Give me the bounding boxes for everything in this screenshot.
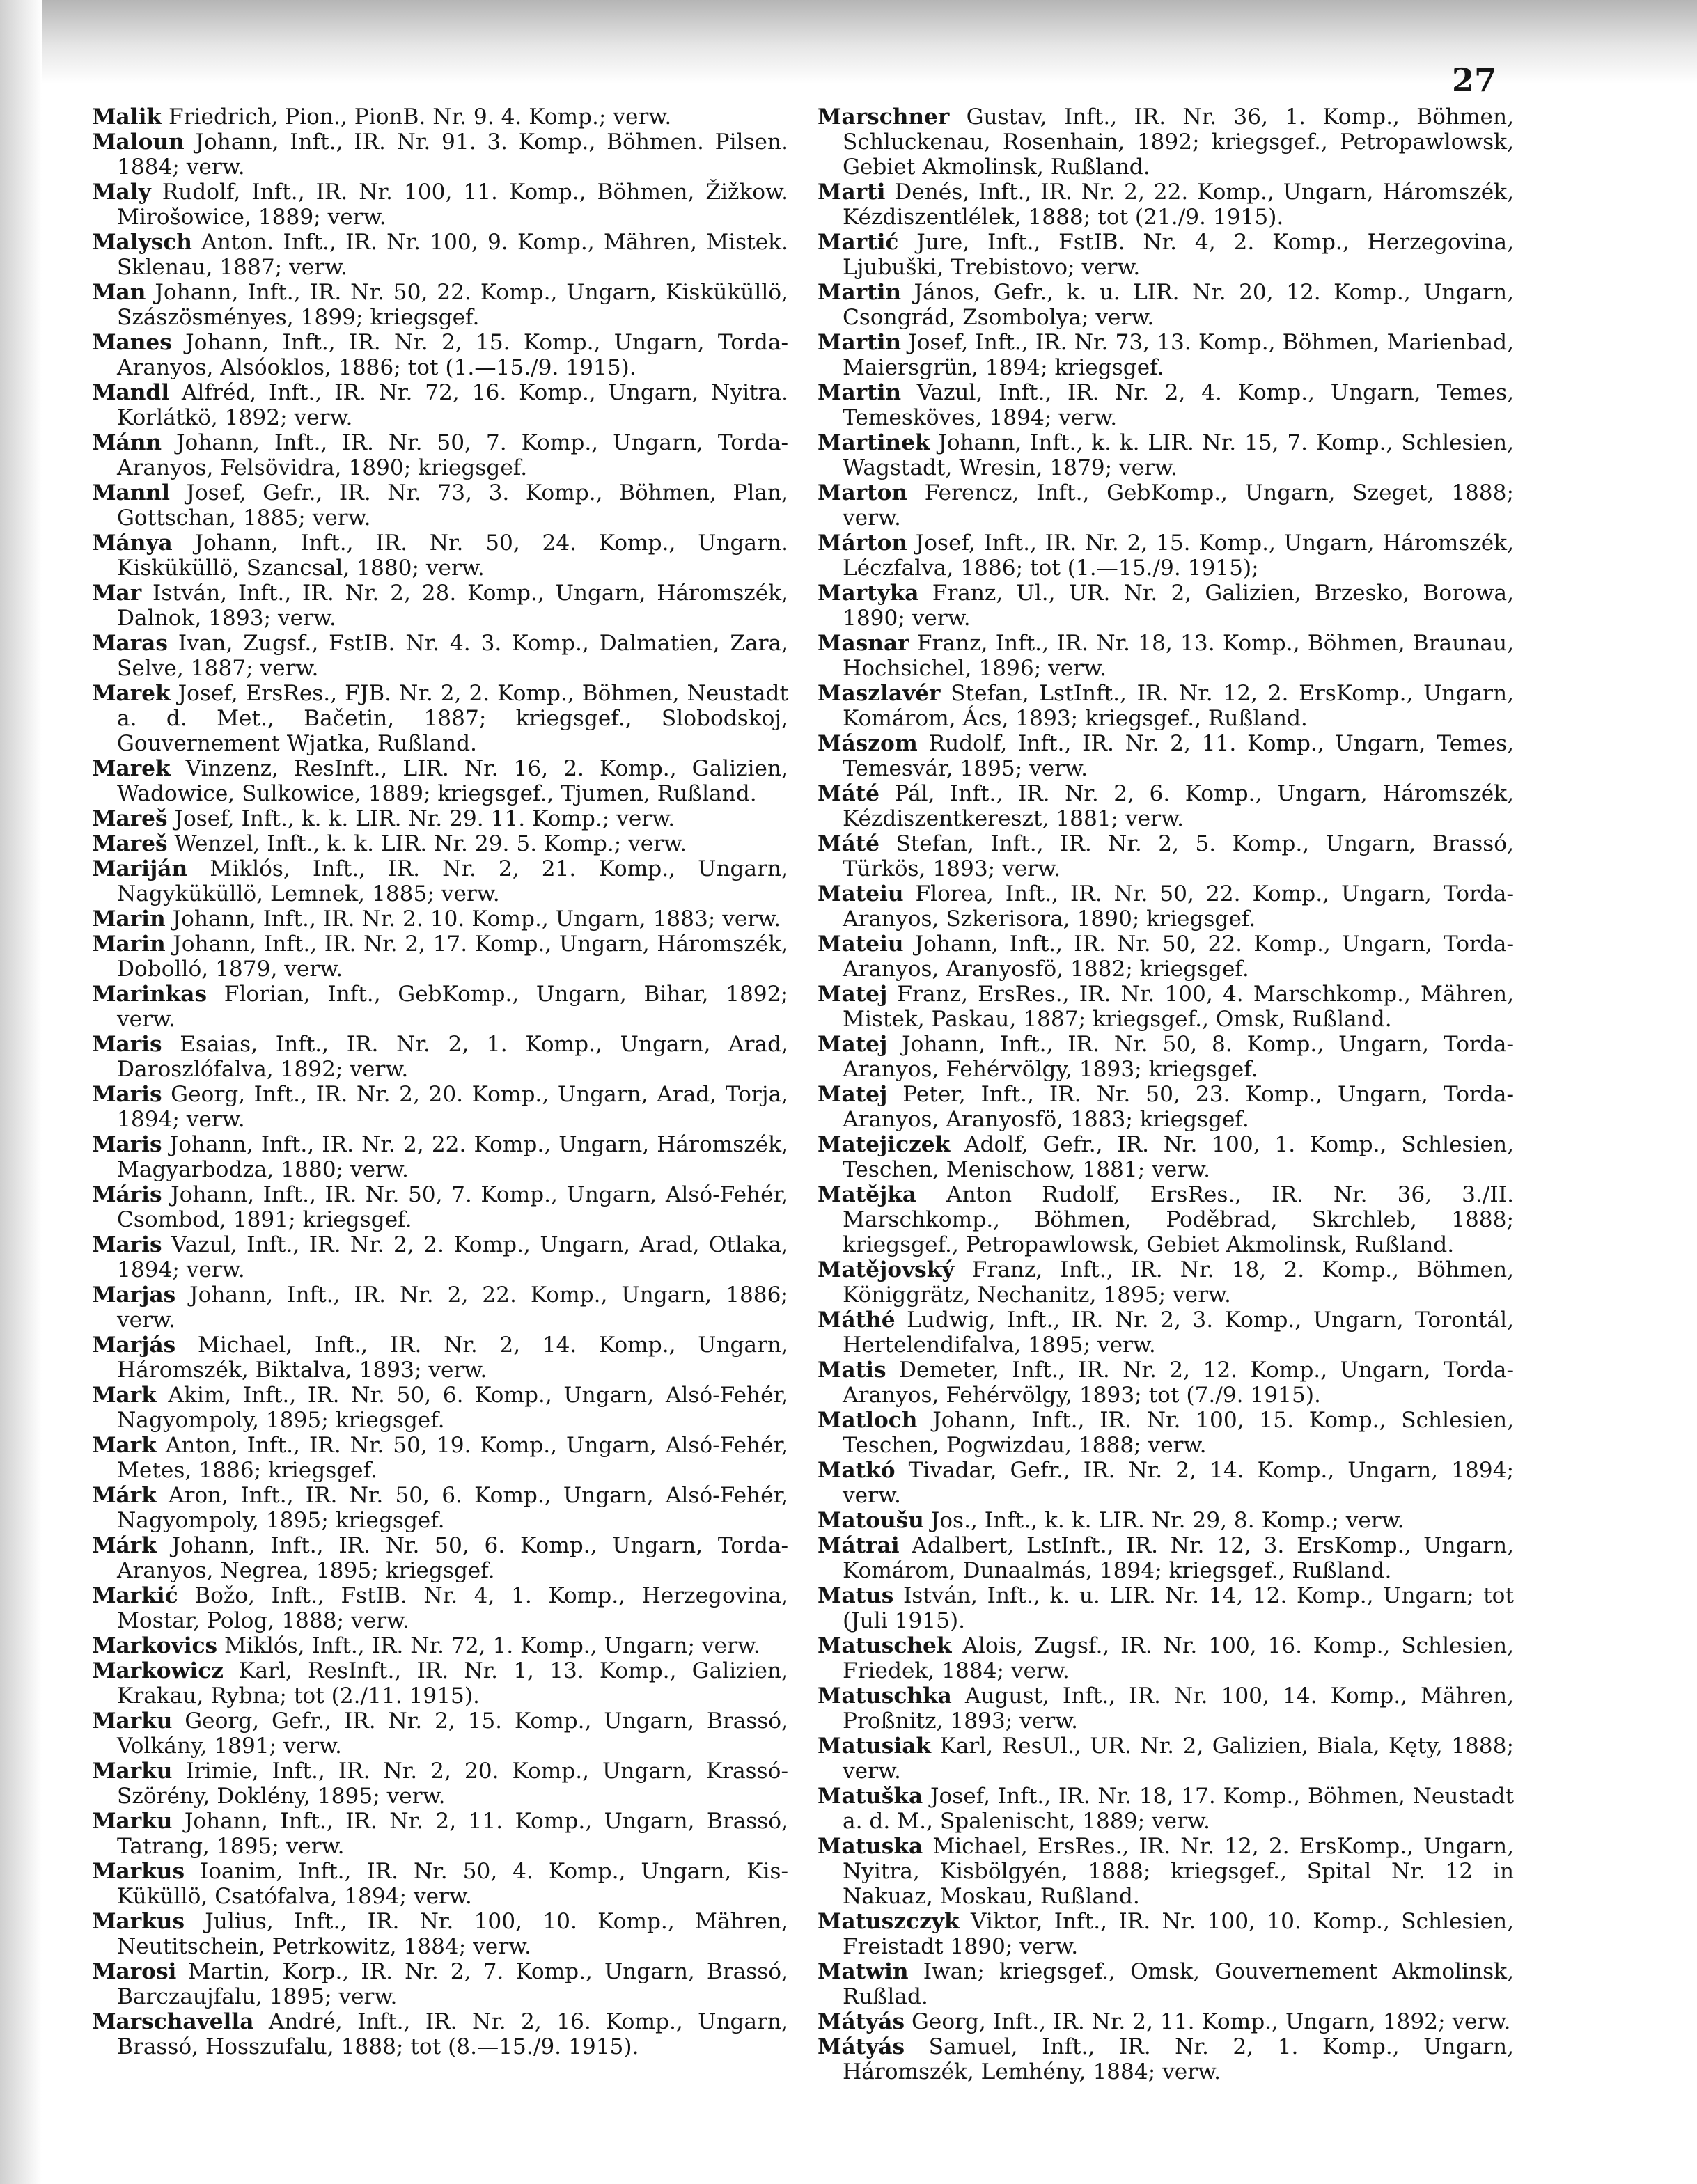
entry-surname: Marin (92, 932, 166, 957)
entry-surname: Maris (92, 1132, 162, 1157)
directory-entry (92, 1132, 788, 1182)
directory-entry (92, 581, 788, 631)
entry-surname: Márk (92, 1533, 157, 1558)
entry-surname: Máté (818, 781, 879, 806)
entry-surname: Maras (92, 631, 168, 656)
entry-details: Rudolf, Inft., IR. Nr. 2, 11. Komp., Ungarn, Temes, Temesvár, 1895; verw. (843, 731, 1514, 781)
entry-details: Franz, ErsRes., IR. Nr. 100, 4. Marschkomp., Mähren, Mistek, Paskau, 1887; kriegsgef., Omsk, Rußland. (843, 982, 1514, 1032)
entry-details: Esaias, Inft., IR. Nr. 2, 1. Komp., Ungarn, Arad, Daroszlófalva, 1892; verw. (117, 1032, 788, 1082)
directory-entry (92, 1182, 788, 1232)
directory-entry (92, 1333, 788, 1383)
entry-details: Vazul, Inft., IR. Nr. 2, 2. Komp., Ungarn, Arad, Otlaka, 1894; verw. (117, 1232, 788, 1282)
entry-surname: Marjás (92, 1333, 176, 1358)
directory-entry (92, 1232, 788, 1282)
directory-entry (818, 881, 1514, 932)
entry-surname: Mark (92, 1383, 157, 1408)
entry-details: Jure, Inft., FstIB. Nr. 4, 2. Komp., Herzegovina, Ljubuški, Trebistovo; verw. (843, 230, 1515, 280)
entry-details: Johann, Inft., IR. Nr. 50, 6. Komp., Ungarn, Torda-Aranyos, Negrea, 1895; kriegsgef. (117, 1533, 789, 1583)
entry-surname: Mateiu (818, 881, 904, 906)
entry-details: Viktor, Inft., IR. Nr. 100, 10. Komp., Schlesien, Freistadt 1890; verw. (843, 1909, 1514, 1959)
entry-details: Georg, Gefr., IR. Nr. 2, 15. Komp., Ungarn, Brassó, Volkány, 1891; verw. (117, 1708, 788, 1759)
entry-surname: Márk (92, 1483, 157, 1508)
entry-surname: Masnar (818, 631, 909, 656)
entry-surname: Mátyás (818, 2034, 905, 2059)
directory-entry (818, 581, 1514, 631)
directory-entry (818, 104, 1514, 180)
entry-details: Adolf, Gefr., IR. Nr. 100, 1. Komp., Schlesien, Teschen, Menischow, 1881; verw. (843, 1132, 1514, 1182)
entry-details: Anton. Inft., IR. Nr. 100, 9. Komp., Mähren, Mistek. Sklenau, 1887; verw. (117, 230, 788, 280)
entry-details: Karl, ResInft., IR. Nr. 1, 13. Komp., Galizien, Krakau, Rybna; tot (2./11. 1915). (117, 1658, 788, 1708)
entry-surname: Matějovský (818, 1257, 955, 1282)
directory-entry (818, 631, 1514, 681)
entry-surname: Matuschek (818, 1633, 952, 1658)
entry-details: Georg, Inft., IR. Nr. 2, 11. Komp., Ungarn, 1892; verw. (911, 2009, 1511, 2034)
directory-entry (92, 1859, 788, 1909)
entry-details: Josef, Gefr., IR. Nr. 73, 3. Komp., Böhmen, Plan, Gottschan, 1885; verw. (117, 480, 788, 531)
entry-details: János, Gefr., k. u. LIR. Nr. 20, 12. Komp., Ungarn, Csongrád, Zsombolya; verw. (843, 280, 1514, 330)
entry-surname: Mareš (92, 806, 168, 831)
entry-details: Johann, Inft., IR. Nr. 50, 7. Komp., Ungarn, Alsó-Fehér, Csombod, 1891; kriegsgef. (117, 1182, 788, 1232)
entry-details: Johann, Inft., IR. Nr. 50, 22. Komp., Ungarn, Kisküküllö, Szászösményes, 1899; kriegsgef. (117, 280, 788, 330)
entry-details: Anton Rudolf, ErsRes., IR. Nr. 36, 3./II. Marschkomp., Böhmen, Poděbrad, Skrchleb, 1888; kriegsgef., Petropawlowsk, Gebiet Akmolinsk, Rußland. (843, 1182, 1514, 1257)
directory-entry (92, 831, 788, 856)
directory-entry (92, 1483, 788, 1533)
entry-details: Johann, Inft., IR. Nr. 2. 10. Komp., Ungarn, 1883; verw. (172, 906, 781, 932)
entry-details: Karl, ResUl., UR. Nr. 2, Galizien, Biala, Kęty, 1888; verw. (843, 1734, 1514, 1784)
entry-details: Franz, Inft., IR. Nr. 18, 2. Komp., Böhmen, Königgrätz, Nechanitz, 1895; verw. (843, 1257, 1514, 1307)
entry-details: Johann, Inft., IR. Nr. 2, 22. Komp., Ungarn, Háromszék, Magyarbodza, 1880; verw. (117, 1132, 788, 1182)
entry-details: Johann, Inft., k. k. LIR. Nr. 15, 7. Komp., Schlesien, Wagstadt, Wresin, 1879; verw. (843, 430, 1514, 480)
entry-surname: Marschavella (92, 2009, 254, 2034)
entry-details: Božo, Inft., FstIB. Nr. 4, 1. Komp., Herzegovina, Mostar, Polog, 1888; verw. (117, 1583, 788, 1633)
entry-details: Martin, Korp., IR. Nr. 2, 7. Komp., Ungarn, Brassó, Barczaujfalu, 1895; verw. (117, 1959, 788, 2009)
entry-surname: Marti (818, 180, 886, 205)
entry-details: Vazul, Inft., IR. Nr. 2, 4. Komp., Ungarn, Temes, Temesköves, 1894; verw. (843, 380, 1514, 430)
entry-surname: Markić (92, 1583, 178, 1608)
directory-entry (818, 932, 1514, 982)
entry-surname: Marek (92, 756, 171, 781)
entry-surname: Maris (92, 1032, 162, 1057)
directory-entry (818, 681, 1514, 731)
entry-details: Julius, Inft., IR. Nr. 100, 10. Komp., Mähren, Neutitschein, Petrkowitz, 1884; verw. (117, 1909, 788, 1959)
entry-surname: Matej (818, 982, 888, 1007)
entry-surname: Marku (92, 1809, 173, 1834)
entry-surname: Mark (92, 1433, 157, 1458)
entry-surname: Maris (92, 1232, 162, 1257)
entry-surname: Márton (818, 531, 908, 556)
directory-entry (818, 1082, 1514, 1132)
entry-surname: Matloch (818, 1408, 918, 1433)
entry-surname: Manes (92, 330, 172, 355)
entry-surname: Martin (818, 330, 902, 355)
entry-details: Irimie, Inft., IR. Nr. 2, 20. Komp., Ungarn, Krassó-Szörény, Doklény, 1895; verw. (117, 1759, 788, 1809)
entry-surname: Malysch (92, 230, 192, 255)
directory-entry (92, 1658, 788, 1708)
entry-surname: Mánn (92, 430, 162, 455)
directory-entry (92, 129, 788, 180)
directory-entry (92, 380, 788, 430)
entry-details: Akim, Inft., IR. Nr. 50, 6. Komp., Ungarn, Alsó-Fehér, Nagyompoly, 1895; kriegsgef. (117, 1383, 788, 1433)
directory-entry (818, 430, 1514, 480)
entry-details: Johann, Inft., IR. Nr. 100, 15. Komp., Schlesien, Teschen, Pogwizdau, 1888; verw. (843, 1408, 1514, 1458)
directory-entry (818, 1458, 1514, 1508)
directory-entry (92, 932, 788, 982)
directory-entry (818, 982, 1514, 1032)
entry-surname: Mar (92, 581, 142, 606)
entry-surname: Matuszczyk (818, 1909, 960, 1934)
entry-details: Georg, Inft., IR. Nr. 2, 20. Komp., Ungarn, Arad, Torja, 1894; verw. (117, 1082, 788, 1132)
entry-details: Josef, ErsRes., FJB. Nr. 2, 2. Komp., Böhmen, Neustadt a. d. Met., Bačetin, 1887; kriegsgef., Slobodskoj, Gouvernement Wjatka, Rußland. (117, 681, 788, 756)
directory-entry (818, 480, 1514, 531)
directory-entry (818, 1734, 1514, 1784)
entry-details: Johann, Inft., IR. Nr. 50, 24. Komp., Ungarn. Kisküküllö, Szancsal, 1880; verw. (117, 531, 788, 581)
directory-entry (818, 280, 1514, 330)
entry-details: Josef, Inft., IR. Nr. 73, 13. Komp., Böhmen, Marienbad, Maiersgrün, 1894; kriegsgef. (843, 330, 1514, 380)
directory-entry (92, 1433, 788, 1483)
directory-entry (92, 104, 788, 129)
entry-details: Demeter, Inft., IR. Nr. 2, 12. Komp., Ungarn, Torda-Aranyos, Fehérvölgy, 1893; tot (7./9. 1915). (843, 1358, 1514, 1408)
entry-surname: Marosi (92, 1959, 177, 1984)
entry-details: Aron, Inft., IR. Nr. 50, 6. Komp., Ungarn, Alsó-Fehér, Nagyompoly, 1895; kriegsgef. (117, 1483, 788, 1533)
entry-surname: Máté (818, 831, 879, 856)
entry-surname: Markowicz (92, 1658, 224, 1683)
entry-details: Johann, Inft., IR. Nr. 2, 22. Komp., Ungarn, 1886; verw. (117, 1282, 788, 1333)
entry-surname: Marku (92, 1708, 173, 1734)
directory-entry (818, 330, 1514, 380)
directory-entry (818, 1834, 1514, 1909)
entry-details: Jos., Inft., k. k. LIR. Nr. 29, 8. Komp.; verw. (930, 1508, 1405, 1533)
page-number: 27 (1452, 61, 1497, 99)
entry-details: Johann, Inft., IR. Nr. 50, 8. Komp., Ungarn, Torda-Aranyos, Fehérvölgy, 1893; kriegsgef. (843, 1032, 1515, 1082)
entry-details: Ioanim, Inft., IR. Nr. 50, 4. Komp., Ungarn, Kis-Küküllö, Csatófalva, 1894; verw. (117, 1859, 788, 1909)
directory-entry (818, 1307, 1514, 1358)
directory-entry (92, 330, 788, 380)
entry-details: Josef, Inft., k. k. LIR. Nr. 29. 11. Komp.; verw. (174, 806, 675, 831)
entry-surname: Matus (818, 1583, 894, 1608)
directory-entry (92, 856, 788, 906)
entry-details: Florian, Inft., GebKomp., Ungarn, Bihar, 1892; verw. (117, 982, 788, 1032)
entry-surname: Malik (92, 104, 162, 129)
entry-details: Josef, Inft., IR. Nr. 2, 15. Komp., Ungarn, Háromszék, Léczfalva, 1886; tot (1.—15./9. 1915); (843, 531, 1514, 581)
entry-surname: Matejiczek (818, 1132, 951, 1157)
entry-surname: Matuška (818, 1784, 923, 1809)
entry-details: Johann, Inft., IR. Nr. 2, 15. Komp., Ungarn, Torda-Aranyos, Alsóoklos, 1886; tot (1.—15./9. 1915). (117, 330, 788, 380)
entry-surname: Mátrai (818, 1533, 900, 1558)
entry-surname: Mateiu (818, 932, 904, 957)
entry-details: Florea, Inft., IR. Nr. 50, 22. Komp., Ungarn, Torda-Aranyos, Szkerisora, 1890; kriegsgef. (843, 881, 1514, 932)
directory-entry (818, 1508, 1514, 1533)
entry-details: Peter, Inft., IR. Nr. 50, 23. Komp., Ungarn, Torda-Aranyos, Aranyosfö, 1883; kriegsgef. (843, 1082, 1514, 1132)
entry-details: Anton, Inft., IR. Nr. 50, 19. Komp., Ungarn, Alsó-Fehér, Metes, 1886; kriegsgef. (117, 1433, 788, 1483)
entry-surname: Mánya (92, 531, 173, 556)
entry-details: Ferencz, Inft., GebKomp., Ungarn, Szeget, 1888; verw. (843, 480, 1514, 531)
directory-entry (92, 1282, 788, 1333)
entry-surname: Markovics (92, 1633, 218, 1658)
directory-entry (818, 831, 1514, 881)
directory-entry (818, 531, 1514, 581)
entry-surname: Máris (92, 1182, 162, 1207)
entry-details: István, Inft., IR. Nr. 2, 28. Komp., Ungarn, Háromszék, Dalnok, 1893; verw. (117, 581, 788, 631)
entry-surname: Maris (92, 1082, 162, 1107)
entry-surname: Mariján (92, 856, 188, 881)
entry-surname: Maly (92, 180, 151, 205)
entry-details: Ludwig, Inft., IR. Nr. 2, 3. Komp., Ungarn, Torontál, Hertelendifalva, 1895; verw. (843, 1307, 1514, 1358)
entry-surname: Maloun (92, 129, 185, 155)
entry-details: Johann, Inft., IR. Nr. 2, 17. Komp., Ungarn, Háromszék, Dobolló, 1879, verw. (117, 932, 788, 982)
entry-details: August, Inft., IR. Nr. 100, 14. Komp., Mähren, Proßnitz, 1893; verw. (843, 1683, 1514, 1734)
entry-details: Josef, Inft., IR. Nr. 18, 17. Komp., Böhmen, Neustadt a. d. M., Spalenischt, 1889; verw. (843, 1784, 1514, 1834)
entry-surname: Marek (92, 681, 171, 706)
directory-entry (818, 2034, 1514, 2084)
directory-entry (818, 781, 1514, 831)
entry-surname: Martin (818, 380, 902, 405)
directory-entry (818, 1408, 1514, 1458)
entry-surname: Matějka (818, 1182, 917, 1207)
directory-entry (92, 230, 788, 280)
entry-details: Friedrich, Pion., PionB. Nr. 9. 4. Komp.; verw. (168, 104, 672, 129)
entry-surname: Marjas (92, 1282, 176, 1307)
entry-surname: Martić (818, 230, 899, 255)
entry-surname: Martinek (818, 430, 930, 455)
directory-entry (818, 1358, 1514, 1408)
entry-details: Denés, Inft., IR. Nr. 2, 22. Komp., Ungarn, Háromszék, Kézdiszentlélek, 1888; tot (21./9. 1915). (843, 180, 1514, 230)
directory-entry (92, 1633, 788, 1658)
entry-details: Johann, Inft., IR. Nr. 50, 22. Komp., Ungarn, Torda-Aranyos, Aranyosfö, 1882; kriegsgef. (843, 932, 1514, 982)
entry-surname: Marku (92, 1759, 173, 1784)
entry-details: Alois, Zugsf., IR. Nr. 100, 16. Komp., Schlesien, Friedek, 1884; verw. (843, 1633, 1515, 1683)
entry-surname: Marin (92, 906, 166, 932)
directory-entry (92, 1909, 788, 1959)
directory-entry (92, 280, 788, 330)
entry-surname: Matusiak (818, 1734, 932, 1759)
entry-surname: Mandl (92, 380, 170, 405)
left-column (92, 104, 788, 2059)
directory-entry (818, 2009, 1514, 2034)
entry-surname: Matej (818, 1032, 888, 1057)
entry-details: Michael, Inft., IR. Nr. 2, 14. Komp., Ungarn, Háromszék, Biktalva, 1893; verw. (117, 1333, 788, 1383)
entry-surname: Mareš (92, 831, 168, 856)
entry-details: Michael, ErsRes., IR. Nr. 12, 2. ErsKomp., Ungarn, Nyitra, Kisbölgyén, 1888; kriegsgef., Spital Nr. 12 in Nakuaz, Moskau, Rußland. (843, 1834, 1514, 1909)
directory-entry (92, 1708, 788, 1759)
directory-entry (92, 1082, 788, 1132)
directory-entry (92, 1383, 788, 1433)
directory-entry (92, 180, 788, 230)
directory-entry (818, 1132, 1514, 1182)
entry-surname: Markus (92, 1909, 185, 1934)
directory-entry (92, 2009, 788, 2059)
directory-entry (818, 1032, 1514, 1082)
entry-details: Miklós, Inft., IR. Nr. 72, 1. Komp., Ungarn; verw. (224, 1633, 760, 1658)
entry-surname: Marinkas (92, 982, 208, 1007)
entry-details: Samuel, Inft., IR. Nr. 2, 1. Komp., Ungarn, Háromszék, Lemhény, 1884; verw. (843, 2034, 1514, 2084)
entry-surname: Martyka (818, 581, 919, 606)
directory-entry (92, 756, 788, 806)
entry-surname: Matej (818, 1082, 888, 1107)
entry-details: Franz, Inft., IR. Nr. 18, 13. Komp., Böhmen, Braunau, Hochsichel, 1896; verw. (843, 631, 1514, 681)
directory-entry (92, 906, 788, 932)
directory-entry (818, 1533, 1514, 1583)
entry-surname: Mászom (818, 731, 918, 756)
directory-entry (818, 1959, 1514, 2009)
entry-details: Tivadar, Gefr., IR. Nr. 2, 14. Komp., Ungarn, 1894; verw. (843, 1458, 1514, 1508)
entry-details: Ivan, Zugsf., FstIB. Nr. 4. 3. Komp., Dalmatien, Zara, Selve, 1887; verw. (117, 631, 788, 681)
entry-details: Alfréd, Inft., IR. Nr. 72, 16. Komp., Ungarn, Nyitra. Korlátkö, 1892; verw. (117, 380, 788, 430)
entry-details: Johann, Inft., IR. Nr. 91. 3. Komp., Böhmen. Pilsen. 1884; verw. (117, 129, 788, 180)
entry-details: Franz, Ul., UR. Nr. 2, Galizien, Brzesko, Borowa, 1890; verw. (843, 581, 1514, 631)
entry-details: Rudolf, Inft., IR. Nr. 100, 11. Komp., Böhmen, Žižkow. Mirošowice, 1889; verw. (117, 180, 788, 230)
directory-entry (92, 681, 788, 756)
directory-entry (92, 531, 788, 581)
entry-surname: Matuska (818, 1834, 923, 1859)
entry-surname: Matuschka (818, 1683, 952, 1708)
directory-entry (818, 1784, 1514, 1834)
entry-surname: Marschner (818, 104, 950, 129)
entry-surname: Marton (818, 480, 908, 505)
directory-entry (92, 1809, 788, 1859)
directory-entry (92, 1533, 788, 1583)
directory-entry (818, 1182, 1514, 1257)
entry-details: Stefan, Inft., IR. Nr. 2, 5. Komp., Ungarn, Brassó, Türkös, 1893; verw. (843, 831, 1514, 881)
directory-entry (818, 180, 1514, 230)
entry-surname: Martin (818, 280, 902, 305)
entry-details: Pál, Inft., IR. Nr. 2, 6. Komp., Ungarn, Háromszék, Kézdiszentkereszt, 1881; verw. (843, 781, 1514, 831)
entry-surname: Mátyás (818, 2009, 905, 2034)
directory-entry (92, 806, 788, 831)
entry-details: Johann, Inft., IR. Nr. 2, 11. Komp., Ungarn, Brassó, Tatrang, 1895; verw. (117, 1809, 788, 1859)
entry-surname: Matis (818, 1358, 886, 1383)
directory-entry (92, 1032, 788, 1082)
directory-entry (92, 1959, 788, 2009)
entry-details: Wenzel, Inft., k. k. LIR. Nr. 29. 5. Komp.; verw. (174, 831, 687, 856)
directory-entry (92, 1759, 788, 1809)
directory-entry (818, 1683, 1514, 1734)
right-column (818, 104, 1514, 2084)
directory-entry (92, 430, 788, 480)
directory-entry (818, 731, 1514, 781)
entry-surname: Maszlavér (818, 681, 941, 706)
entry-details: Adalbert, LstInft., IR. Nr. 12, 3. ErsKomp., Ungarn, Komárom, Dunaalmás, 1894; kriegsgef., Rußland. (843, 1533, 1514, 1583)
entry-surname: Máthé (818, 1307, 896, 1333)
entry-details: István, Inft., k. u. LIR. Nr. 14, 12. Komp., Ungarn; tot (Juli 1915). (843, 1583, 1514, 1633)
directory-entry (818, 1909, 1514, 1959)
entry-surname: Matwin (818, 1959, 909, 1984)
directory-entry (92, 631, 788, 681)
entry-details: André, Inft., IR. Nr. 2, 16. Komp., Ungarn, Brassó, Hosszufalu, 1888; tot (8.—15./9. 1915). (117, 2009, 788, 2059)
directory-entry (818, 1257, 1514, 1307)
directory-entry (92, 480, 788, 531)
directory-entry (818, 230, 1514, 280)
entry-surname: Man (92, 280, 146, 305)
directory-entry (818, 1633, 1514, 1683)
entry-surname: Matkó (818, 1458, 896, 1483)
directory-entry (818, 1583, 1514, 1633)
directory-entry (818, 380, 1514, 430)
scan-shadow-left (0, 0, 42, 2184)
entry-surname: Mannl (92, 480, 170, 505)
scan-shadow-top (0, 0, 1697, 84)
entry-surname: Matoušu (818, 1508, 924, 1533)
entry-details: Miklós, Inft., IR. Nr. 2, 21. Komp., Ungarn, Nagyküküllö, Lemnek, 1885; verw. (117, 856, 788, 906)
entry-details: Stefan, LstInft., IR. Nr. 12, 2. ErsKomp., Ungarn, Komárom, Ács, 1893; kriegsgef., Rußland. (843, 681, 1514, 731)
directory-entry (92, 982, 788, 1032)
entry-details: Johann, Inft., IR. Nr. 50, 7. Komp., Ungarn, Torda-Aranyos, Felsövidra, 1890; kriegsgef. (117, 430, 789, 480)
entry-details: Gustav, Inft., IR. Nr. 36, 1. Komp., Böhmen, Schluckenau, Rosenhain, 1892; kriegsgef., Petropawlowsk, Gebiet Akmolinsk, Rußland. (843, 104, 1514, 180)
directory-entry (92, 1583, 788, 1633)
entry-details: Iwan; kriegsgef., Omsk, Gouvernement Akmolinsk, Rußlad. (843, 1959, 1514, 2009)
entry-details: Vinzenz, ResInft., LIR. Nr. 16, 2. Komp., Galizien, Wadowice, Sulkowice, 1889; kriegsgef., Tjumen, Rußland. (117, 756, 788, 806)
entry-surname: Markus (92, 1859, 185, 1884)
